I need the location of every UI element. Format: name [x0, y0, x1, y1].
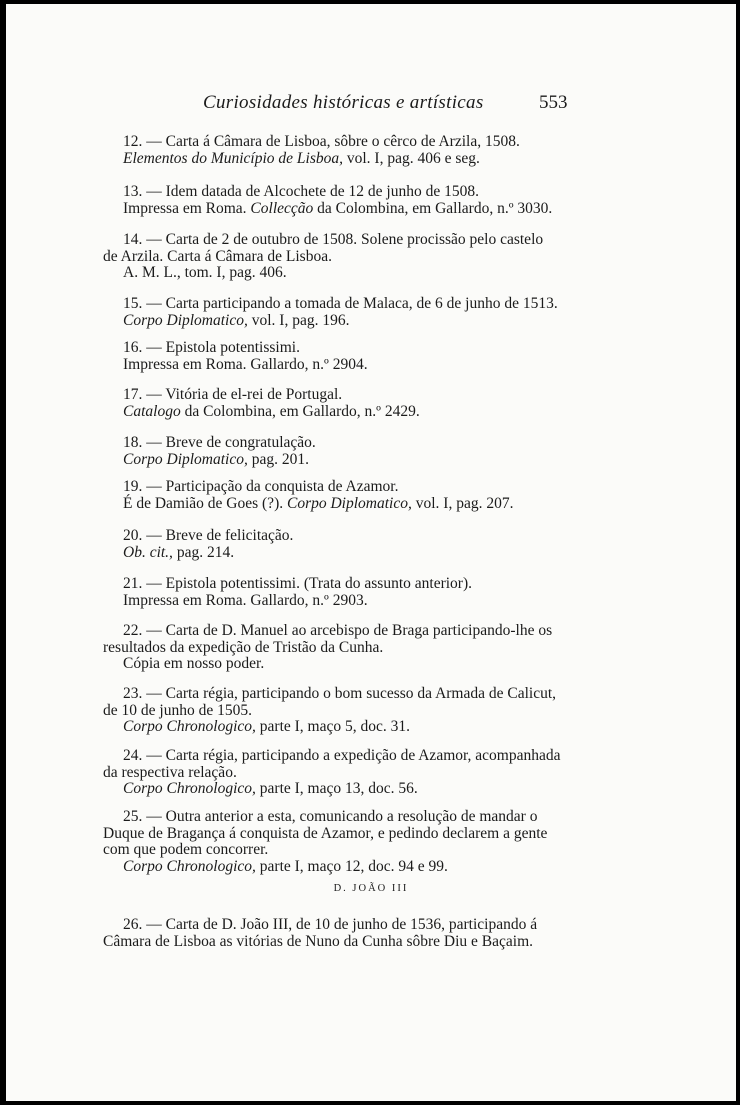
entry-17: [103, 387, 575, 420]
entry-line: 18. — Breve de congratulação.: [123, 434, 316, 451]
entry-26: [103, 917, 575, 950]
entry-reference: [103, 496, 575, 513]
running-head: [6, 92, 736, 116]
entry-20: [103, 528, 575, 561]
source-detail: pag. 201.: [247, 450, 310, 468]
entry-reference: [103, 719, 575, 736]
entry-18: [103, 435, 575, 468]
entry-line: 13. — Idem datada de Alcochete de 12 de junho de 1508.: [123, 183, 479, 200]
entry-13: [103, 184, 575, 217]
source-title: Catalogo: [123, 402, 181, 420]
entry-reference: A. M. L., tom. I, pag. 406.: [123, 264, 287, 281]
document-page: [6, 4, 736, 1101]
entry-22: [103, 623, 575, 673]
source-title: Corpo Diplomatico,: [286, 494, 412, 512]
source-detail: vol. I, pag. 406 e seg.: [343, 149, 480, 167]
source-title: Corpo Chronologico,: [123, 780, 256, 797]
source-detail: da Colombina, em Gallardo, n.º 2429.: [180, 402, 420, 420]
entry-reference: [103, 201, 575, 218]
entry-line: 16. — Epistola potentissimi.: [123, 339, 300, 356]
source-title: Corpo Chronologico,: [123, 718, 256, 735]
entry-reference: [103, 313, 575, 330]
entry-line: Duque de Bragança á conquista de Azamor, e pedindo declarem a gente: [103, 824, 548, 842]
entry-reference: [103, 781, 575, 798]
entry-line: 14. — Carta de 2 de outubro de 1508. Solene procissão pelo castelo: [123, 231, 544, 248]
entry-line: 15. — Carta participando a tomada de Malaca, de 6 de junho de 1513.: [123, 295, 558, 312]
entry-15: [103, 296, 575, 329]
entry-line: 20. — Breve de felicitação.: [123, 527, 294, 544]
entry-19: [103, 479, 575, 512]
entry-line: de Arzila. Carta á Câmara de Lisboa.: [103, 247, 332, 265]
entry-line: resultados da expedição de Tristão da Cunha.: [103, 638, 384, 656]
source-detail: vol. I, pag. 207.: [411, 494, 514, 512]
entry-line: 19. — Participação da conquista de Azamor.: [123, 478, 399, 495]
entry-16: [103, 340, 575, 373]
source-title: Ob. cit.,: [123, 543, 173, 561]
entry-reference: Impressa em Roma. Gallardo, n.º 2903.: [123, 591, 368, 609]
entry-line: 17. — Vitória de el-rei de Portugal.: [123, 386, 343, 403]
source-prefix: É de Damião de Goes (?).: [123, 494, 287, 512]
entry-reference: [103, 545, 575, 562]
source-title: Collecção: [250, 199, 314, 217]
source-title: Corpo Chronologico,: [123, 857, 256, 875]
source-prefix: Impressa em Roma.: [123, 199, 251, 217]
entry-line: 12. — Carta á Câmara de Lisboa, sôbre o cêrco de Arzila, 1508.: [123, 133, 520, 150]
entry-line: com que podem concorrer.: [103, 841, 269, 858]
entry-14: [103, 232, 575, 282]
source-detail: parte I, maço 5, doc. 31.: [255, 718, 411, 735]
entry-23: [103, 686, 575, 736]
source-title: Corpo Diplomatico,: [123, 311, 248, 329]
source-detail: vol. I, pag. 196.: [247, 311, 350, 329]
entry-line: de 10 de junho de 1505.: [103, 701, 252, 719]
source-title: Elementos do Município de Lisboa,: [123, 149, 343, 167]
entry-line: 24. — Carta régia, participando a expedição de Azamor, acompanhada: [123, 747, 561, 764]
entry-line: Câmara de Lisboa as vitórias de Nuno da Cunha sôbre Diu e Baçaim.: [103, 932, 534, 950]
entry-25: [103, 809, 575, 875]
entry-reference: Cópia em nosso poder.: [123, 655, 265, 672]
entry-line: da respectiva relação.: [103, 763, 237, 781]
entry-reference: [103, 859, 575, 876]
entry-line: 22. — Carta de D. Manuel ao arcebispo de Braga participando-lhe os: [123, 622, 553, 639]
entry-12: [103, 134, 575, 167]
entry-21: [103, 576, 575, 609]
entry-line: 21. — Epistola potentissimi. (Trata do assunto anterior).: [123, 575, 472, 592]
entry-reference: Impressa em Roma. Gallardo, n.º 2904.: [123, 355, 368, 373]
entry-line: 23. — Carta régia, participando o bom sucesso da Armada de Calicut,: [123, 685, 557, 702]
entry-line: 26. — Carta de D. João III, de 10 de junho de 1536, participando á: [123, 916, 538, 933]
source-detail: parte I, maço 12, doc. 94 e 99.: [255, 857, 448, 875]
page-number: 553: [539, 92, 568, 113]
entry-24: [103, 748, 575, 798]
running-title: Curiosidades históricas e artísticas: [203, 92, 484, 113]
entry-line: 25. — Outra anterior a esta, comunicando a resolução de mandar o: [123, 808, 538, 825]
source-title: Corpo Diplomatico,: [123, 450, 248, 468]
source-detail: da Colombina, em Gallardo, n.º 3030.: [313, 199, 553, 217]
source-detail: pag. 214.: [172, 543, 235, 561]
entry-reference: [103, 151, 575, 168]
source-detail: parte I, maço 13, doc. 56.: [255, 780, 418, 797]
entry-reference: [103, 404, 575, 421]
section-heading: D. JOÃO III: [333, 883, 409, 894]
entry-reference: [103, 452, 575, 469]
